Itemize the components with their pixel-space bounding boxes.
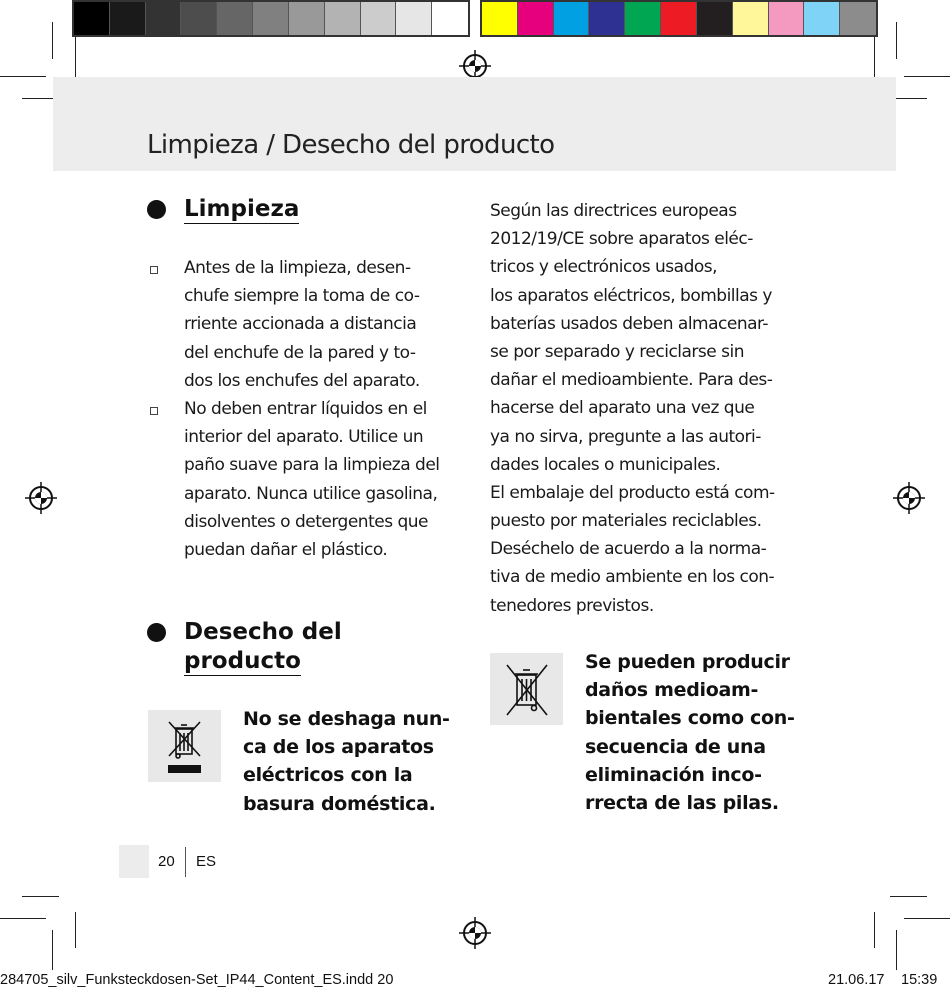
- disposal-heading-line: producto: [184, 648, 301, 674]
- color-swatch: [217, 2, 253, 35]
- slug-date: 21.06.17: [828, 972, 885, 988]
- text-line: dades locales o municipales.: [490, 454, 721, 475]
- disposal-heading-line: Desecho del: [184, 619, 342, 645]
- bin-icon-box: [148, 710, 221, 782]
- slug-time: 15:39: [901, 972, 938, 988]
- color-swatch: [146, 2, 182, 35]
- checkbox-bullet: [150, 407, 158, 415]
- text-line: Deséchelo de acuerdo a la norma-: [490, 539, 767, 560]
- color-swatch: [110, 2, 146, 35]
- text-line: Se pueden producir: [585, 651, 790, 673]
- registration-mark-icon: [893, 482, 925, 514]
- crop-mark: [52, 22, 53, 59]
- text-line: aparato. Nunca utilice gasolina,: [184, 483, 438, 504]
- language-code: ES: [196, 853, 217, 870]
- text-line: Antes de la limpieza, desen-: [184, 258, 411, 278]
- text-line: tricos y electrónicos usados,: [490, 257, 718, 278]
- cleaning-item-1: [184, 254, 420, 395]
- crop-mark: [904, 76, 950, 77]
- process-color-bar: [480, 0, 878, 37]
- page-title: Limpieza / Desecho del producto: [147, 130, 555, 160]
- color-swatch: [625, 2, 661, 35]
- color-swatch: [325, 2, 361, 35]
- text-line: tenedores previstos.: [490, 595, 654, 616]
- text-line: basura doméstica.: [243, 792, 436, 815]
- text-line: dañar el medioambiente. Para des-: [490, 370, 773, 391]
- crop-mark: [904, 918, 950, 919]
- text-line: El embalaje del producto está com-: [490, 482, 775, 503]
- registration-mark-icon: [459, 917, 491, 949]
- text-line: rrecta de las pilas.: [585, 791, 779, 814]
- crop-mark: [0, 76, 46, 77]
- color-swatch: [253, 2, 289, 35]
- color-swatch: [554, 2, 590, 35]
- color-swatch: [396, 2, 432, 35]
- text-line: baterías usados deben almacenar-: [490, 313, 769, 334]
- text-line: disolventes o detergentes que: [184, 511, 428, 532]
- crop-mark: [0, 918, 46, 919]
- slug-filename: 284705_silv_Funksteckdosen-Set_IP44_Content_ES.indd 20: [0, 972, 394, 988]
- checkbox-bullet: [150, 266, 158, 274]
- color-swatch: [697, 2, 733, 35]
- color-swatch: [769, 2, 805, 35]
- text-line: No se deshaga nun-: [243, 708, 450, 730]
- crossed-out-wheelie-bin-icon: [148, 710, 221, 782]
- text-line: dos los enchufes del aparato.: [184, 370, 420, 391]
- text-line: puedan dañar el plástico.: [184, 539, 388, 560]
- crop-mark: [896, 930, 897, 970]
- color-swatch: [661, 2, 697, 35]
- text-line: ca de los aparatos: [243, 736, 434, 759]
- section-bullet: [147, 200, 166, 219]
- cleaning-item-2: [184, 395, 440, 564]
- text-line: No deben entrar líquidos en el: [184, 399, 427, 419]
- crop-mark: [874, 912, 875, 948]
- color-swatch: [289, 2, 325, 35]
- warning-text-right: [585, 648, 795, 817]
- warning-text-left: [243, 705, 450, 818]
- section-heading-disposal: [184, 618, 342, 676]
- text-line: eléctricos con la: [243, 764, 413, 787]
- crop-mark: [22, 896, 59, 897]
- footer-divider: [185, 847, 186, 877]
- crop-mark: [890, 896, 927, 897]
- bin-icon-box: [490, 653, 563, 725]
- text-line: del enchufe de la pared y to-: [184, 342, 416, 363]
- text-line: paño suave para la limpieza del: [184, 455, 440, 476]
- color-swatch: [181, 2, 217, 35]
- text-line: secuencia de una: [585, 735, 766, 758]
- color-swatch: [733, 2, 769, 35]
- color-swatch: [432, 2, 468, 35]
- text-line: daños medioam-: [585, 679, 759, 702]
- disposal-paragraph: [490, 197, 775, 620]
- page-number: 20: [158, 853, 175, 870]
- section-bullet: [147, 623, 166, 642]
- grayscale-color-bar: [72, 0, 470, 37]
- crop-mark: [896, 22, 897, 59]
- color-swatch: [840, 2, 876, 35]
- color-swatch: [482, 2, 518, 35]
- text-line: tiva de medio ambiente en los con-: [490, 567, 775, 588]
- text-line: interior del aparato. Utilice un: [184, 427, 424, 448]
- crop-mark: [75, 912, 76, 948]
- cleaning-heading-text: Limpieza: [184, 196, 300, 222]
- text-line: Según las directrices europeas: [490, 201, 737, 221]
- color-swatch: [804, 2, 840, 35]
- color-swatch: [74, 2, 110, 35]
- text-line: hacerse del aparato una vez que: [490, 398, 755, 419]
- crossed-out-wheelie-bin-icon: [490, 653, 563, 725]
- text-line: bientales como con-: [585, 707, 795, 730]
- footer-tab: [119, 845, 149, 878]
- color-swatch: [361, 2, 397, 35]
- text-line: eliminación inco-: [585, 763, 762, 786]
- section-heading-cleaning: [184, 195, 299, 224]
- color-swatch: [518, 2, 554, 35]
- text-line: chufe siempre la toma de co-: [184, 286, 420, 307]
- text-line: ya no sirva, pregunte a las autori-: [490, 426, 761, 447]
- text-line: rriente accionada a distancia: [184, 314, 417, 335]
- text-line: los aparatos eléctricos, bombillas y: [490, 285, 772, 306]
- text-line: se por separado y reciclarse sin: [490, 341, 744, 362]
- color-swatch: [589, 2, 625, 35]
- text-line: puesto por materiales reciclables.: [490, 511, 762, 532]
- crop-mark: [52, 930, 53, 970]
- registration-mark-icon: [25, 482, 57, 514]
- text-line: 2012/19/CE sobre aparatos eléc-: [490, 229, 753, 250]
